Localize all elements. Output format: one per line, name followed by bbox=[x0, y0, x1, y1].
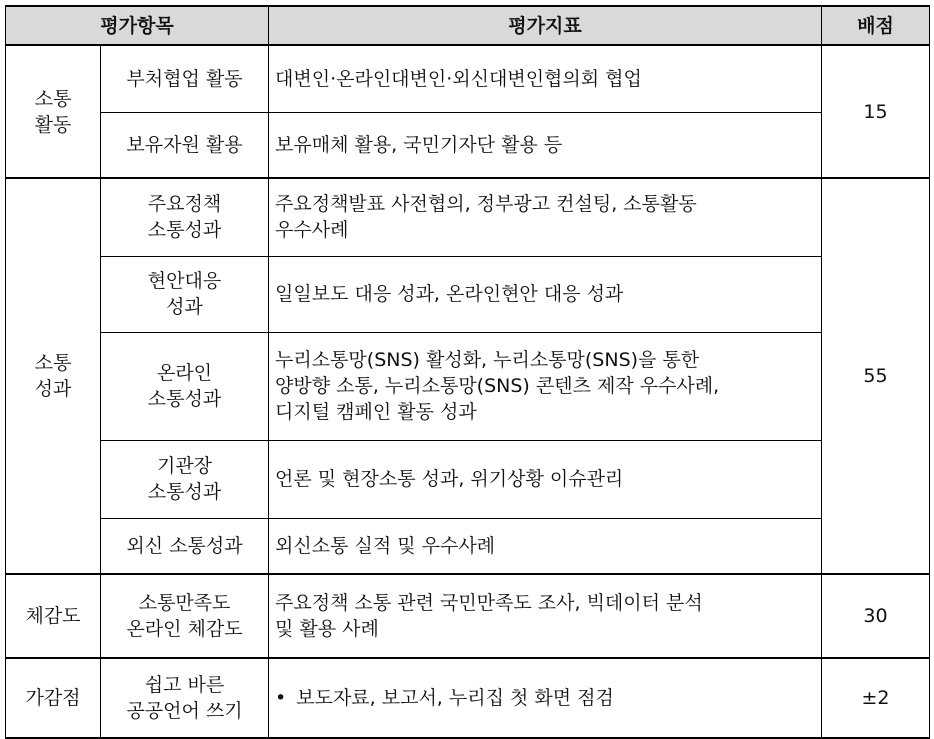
category-cell bbox=[6, 574, 101, 658]
item-label: 쉽고 바른 bbox=[144, 674, 225, 696]
category-label: 활동 bbox=[34, 113, 72, 136]
item-label: 외신 소통성과 bbox=[126, 534, 243, 557]
item-cell bbox=[101, 332, 269, 440]
item-label: 부처협업 활동 bbox=[126, 67, 243, 90]
score-cell: 15 bbox=[822, 45, 930, 178]
indicator-text: 우수사례 bbox=[275, 219, 349, 242]
item-cell bbox=[101, 440, 269, 518]
item-cell bbox=[101, 574, 269, 658]
indicator-line bbox=[275, 685, 815, 711]
indicator-text: 외신소통 실적 및 우수사례 bbox=[275, 534, 496, 557]
header-indicator: 평가지표 bbox=[269, 6, 822, 45]
indicator-text: 디지털 캠페인 활동 성과 bbox=[275, 401, 477, 423]
item-label: 온라인 bbox=[156, 362, 213, 384]
indicator-text: 보도자료, 보고서, 누리집 첫 화면 점검 bbox=[296, 687, 614, 709]
header-row bbox=[6, 6, 930, 45]
table-row bbox=[6, 574, 930, 658]
item-label: 성과 bbox=[166, 296, 203, 318]
table-row bbox=[6, 518, 930, 574]
table-row bbox=[6, 45, 930, 112]
indicator-text: 대변인·온라인대변인·외신대변인협의회 협업 bbox=[275, 67, 642, 90]
item-label: 공공언어 쓰기 bbox=[126, 700, 243, 722]
indicator-cell bbox=[269, 256, 822, 332]
category-label: 소통 bbox=[34, 352, 72, 374]
item-cell bbox=[101, 112, 269, 178]
table-row bbox=[6, 332, 930, 440]
item-label: 현안대응 bbox=[147, 270, 222, 292]
indicator-text: 언론 및 현장소통 성과, 위기상황 이슈관리 bbox=[275, 468, 624, 490]
category-label: 체감도 bbox=[25, 605, 81, 627]
header-category: 평가항목 bbox=[6, 6, 269, 45]
table-row bbox=[6, 256, 930, 332]
indicator-cell bbox=[269, 658, 822, 738]
indicator-text: 주요정책 소통 관련 국민만족도 조사, 빅데이터 분석 bbox=[275, 592, 703, 614]
item-label: 온라인 체감도 bbox=[126, 618, 243, 640]
item-cell bbox=[101, 256, 269, 332]
item-label: 소통성과 bbox=[147, 388, 222, 410]
bullet-icon: • bbox=[275, 687, 287, 709]
score-cell: ±2 bbox=[822, 658, 930, 738]
indicator-text: 및 활용 사례 bbox=[275, 618, 379, 640]
item-cell bbox=[101, 658, 269, 738]
table-row bbox=[6, 658, 930, 738]
indicator-cell bbox=[269, 518, 822, 574]
item-label: 주요정책 bbox=[147, 193, 222, 216]
category-label: 가감점 bbox=[25, 687, 81, 709]
category-label: 소통 bbox=[34, 87, 72, 110]
indicator-cell bbox=[269, 112, 822, 178]
table-row bbox=[6, 440, 930, 518]
item-cell bbox=[101, 518, 269, 574]
score-cell: 30 bbox=[822, 574, 930, 658]
category-cell bbox=[6, 45, 101, 178]
indicator-text: 보유매체 활용, 국민기자단 활용 등 bbox=[275, 133, 563, 156]
category-cell bbox=[6, 178, 101, 574]
table-row bbox=[6, 112, 930, 178]
indicator-cell bbox=[269, 440, 822, 518]
indicator-text: 일일보도 대응 성과, 온라인현안 대응 성과 bbox=[275, 283, 624, 305]
score-cell: 55 bbox=[822, 178, 930, 574]
category-cell bbox=[6, 658, 101, 738]
indicator-cell bbox=[269, 178, 822, 256]
item-cell bbox=[101, 178, 269, 256]
indicator-cell bbox=[269, 574, 822, 658]
indicator-cell bbox=[269, 45, 822, 112]
category-label: 성과 bbox=[34, 378, 72, 400]
table-row bbox=[6, 178, 930, 256]
indicator-text: 양방향 소통, 누리소통망(SNS) 콘텐츠 제작 우수사례, bbox=[275, 375, 720, 397]
item-label: 보유자원 활용 bbox=[126, 133, 243, 156]
evaluation-table bbox=[5, 5, 930, 739]
indicator-text: 누리소통망(SNS) 활성화, 누리소통망(SNS)을 통한 bbox=[275, 349, 700, 371]
item-label: 소통성과 bbox=[147, 219, 222, 242]
item-label: 소통성과 bbox=[147, 481, 222, 503]
indicator-text: 주요정책발표 사전협의, 정부광고 컨설팅, 소통활동 bbox=[275, 193, 697, 216]
item-label: 기관장 bbox=[156, 455, 213, 477]
item-label: 소통만족도 bbox=[138, 592, 231, 614]
item-cell bbox=[101, 45, 269, 112]
indicator-cell bbox=[269, 332, 822, 440]
header-score: 배점 bbox=[822, 6, 930, 45]
